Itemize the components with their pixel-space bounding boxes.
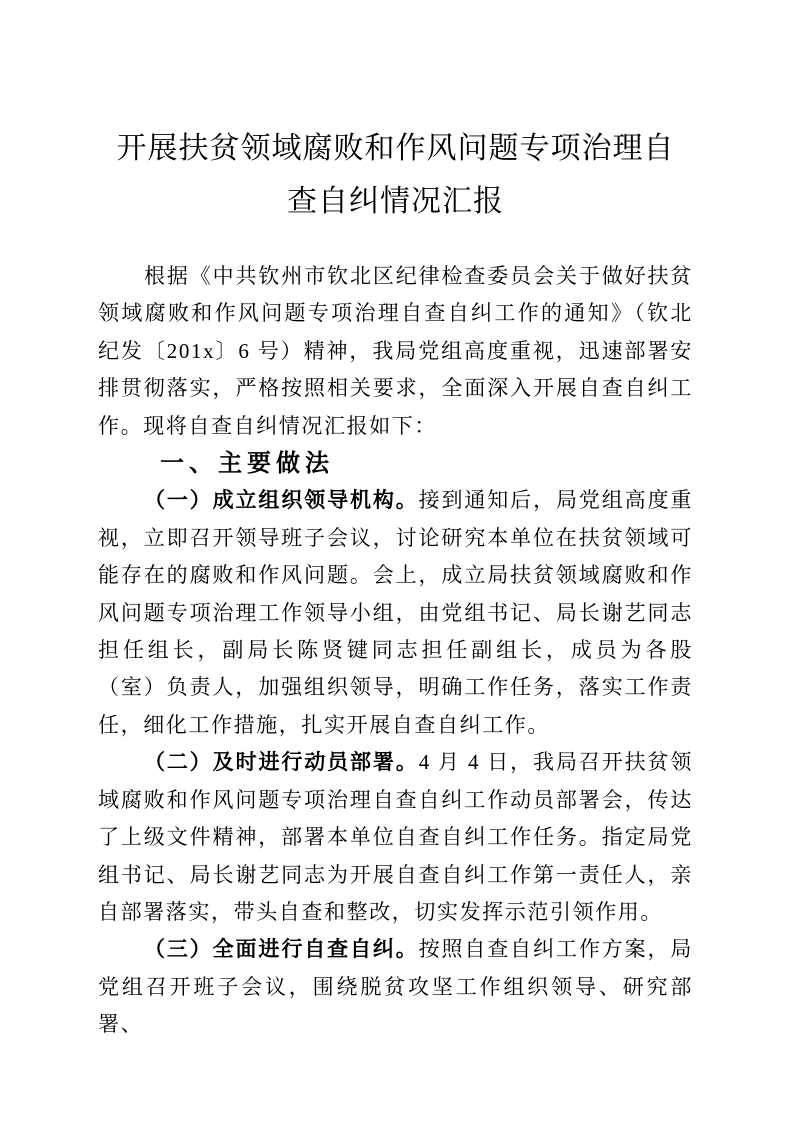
- paragraph-3-lead: （三）全面进行自查自纠。: [144, 937, 419, 962]
- document-title: 开展扶贫领域腐败和作风问题专项治理自查自纠情况汇报: [116, 132, 675, 218]
- paragraph-item-2: [98, 744, 693, 931]
- section-heading-main-practices: 一、主要做法: [160, 450, 334, 478]
- paragraph-item-1: [98, 482, 693, 744]
- paragraph-1-lead: （一）成立组织领导机构。: [144, 488, 419, 513]
- intro-paragraph: [98, 258, 693, 445]
- intro-text: 根据《中共钦州市钦北区纪律检查委员会关于做好扶贫领域腐败和作风问题专项治理自查自纠工作的通知》（钦北纪发〔201x〕6 号）精神，我局党组高度重视，迅速部署安排贯彻落实，严格按照相关要求，全面深入开展自查自纠工作。现将自查自纠情况汇报如下：: [98, 264, 693, 438]
- paragraph-item-3: [98, 931, 693, 1043]
- paragraph-3-text: 按照自查自纠工作方案，局党组召开班子会议，围绕脱贫攻坚工作组织领导、研究部署、: [98, 937, 693, 1037]
- paragraph-1-text: 接到通知后，局党组高度重视，立即召开领导班子会议，讨论研究本单位在扶贫领域可能存在的腐败和作风问题。会上，成立局扶贫领域腐败和作风问题专项治理工作领导小组，由党组书记、局长谢艺同志担任组长，副局长陈贤键同志担任副组长，成员为各股（室）负责人，加强组织领导，明确工作任务，落实工作责任，细化工作措施，扎实开展自查自纠工作。: [98, 488, 693, 737]
- document-body: [98, 258, 693, 1044]
- paragraph-2-lead: （二）及时进行动员部署。: [144, 750, 419, 775]
- paragraph-2-text: 4 月 4 日，我局召开扶贫领域腐败和作风问题专项治理自查自纠工作动员部署会，传达了上级文件精神，部署本单位自查自纠工作任务。指定局党组书记、局长谢艺同志为开展自查自纠工作第一责任人，亲自部署落实，带头自查和整改，切实发挥示范引领作用。: [98, 750, 694, 924]
- document-content: [98, 122, 693, 1044]
